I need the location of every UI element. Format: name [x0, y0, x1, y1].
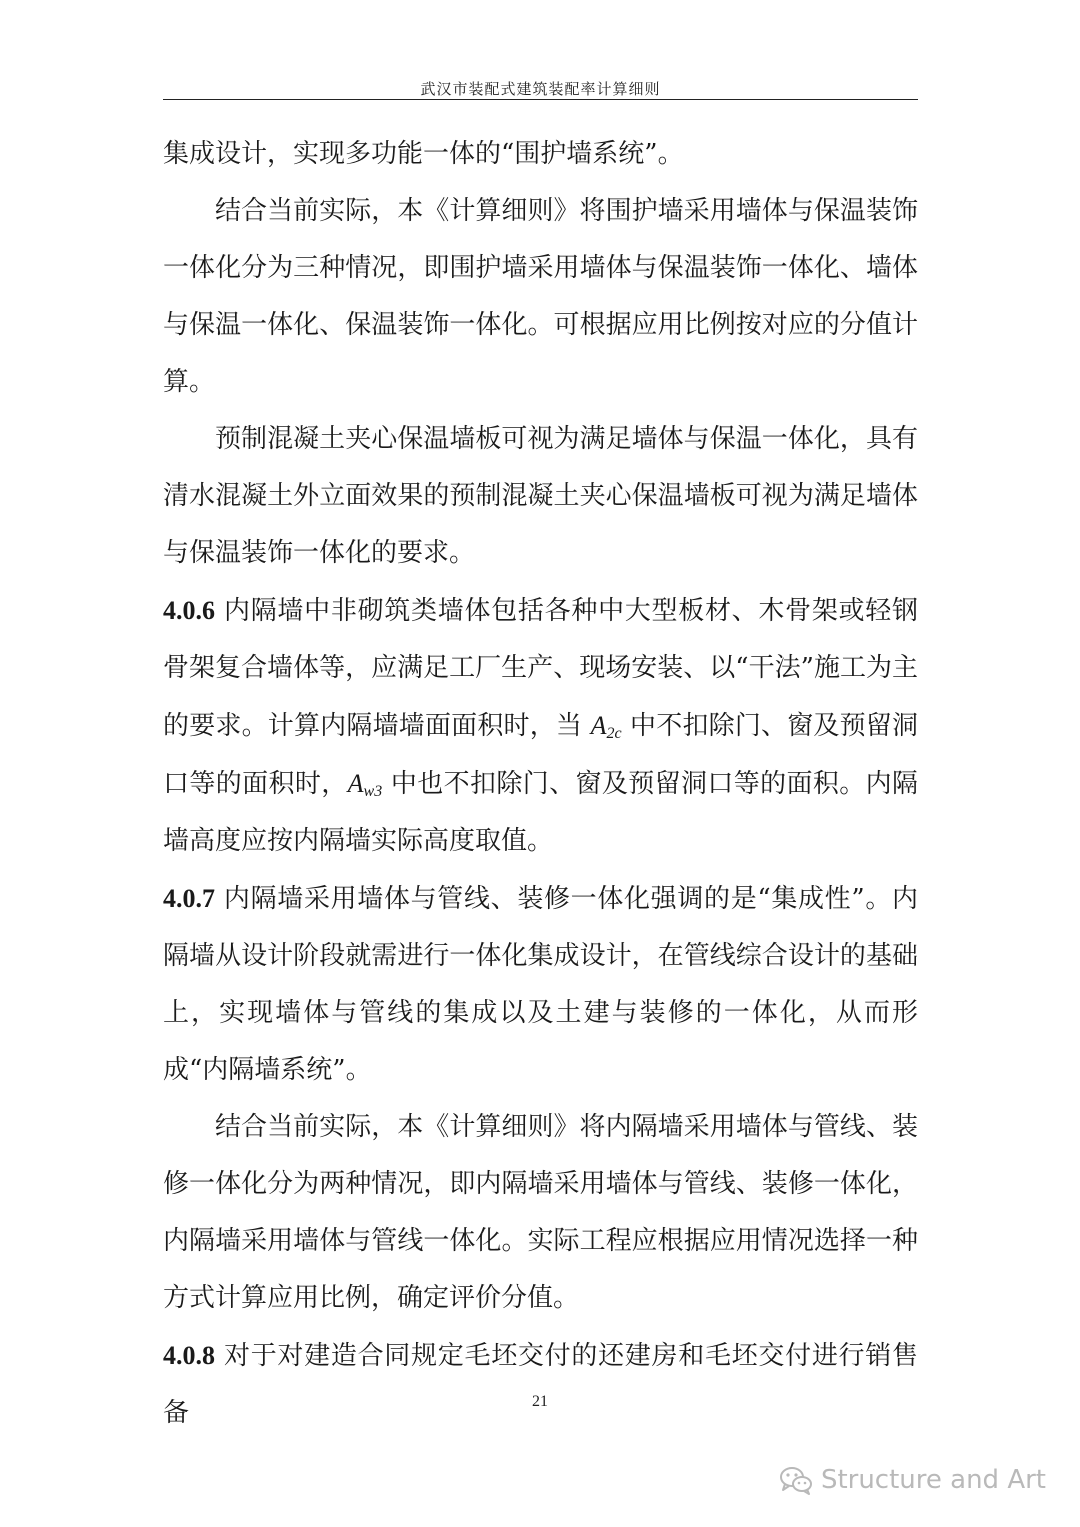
watermark [779, 1465, 1046, 1495]
page-number: 21 [532, 1393, 548, 1410]
header-rule [163, 99, 918, 100]
clause-number: 4.0.8 [163, 1341, 215, 1370]
variable-aw3 [348, 769, 383, 798]
variable-base: A [347, 769, 364, 798]
paragraph-wall-classification: 结合当前实际，本《计算细则》将围护墙采用墙体与保温装饰一体化分为三种情况，即围护墙采用墙体与保温装饰一体化、墙体与保温一体化、保温装饰一体化。可根据应用比例按对应的分值计算。 [163, 196, 918, 397]
clause-text: 内隔墙采用墙体与管线、装修一体化强调的是“集成性”。内隔墙从设计阶段就需进行一体化集成设计，在管线综合设计的基础上，实现墙体与管线的集成以及土建与装修的一体化，从而形成“内隔墙系统”。 [163, 884, 918, 1085]
paragraph-partition-classification: 结合当前实际，本《计算细则》将内隔墙采用墙体与管线、装修一体化分为两种情况，即内隔墙采用墙体与管线、装修一体化，内隔墙采用墙体与管线一体化。实际工程应根据应用情况选择一种方式计算应用比例，确定评价分值。 [163, 1112, 918, 1313]
clause-4-0-7 [163, 870, 918, 1099]
running-header: 武汉市装配式建筑装配率计算细则 [420, 80, 661, 98]
clause-text: 中不扣除门、窗及预留洞口等的面积时， [163, 711, 919, 799]
paragraph-sandwich-panel: 预制混凝土夹心保温墙板可视为满足墙体与保温一体化，具有清水混凝土外立面效果的预制混凝土夹心保温墙板可视为满足墙体与保温装饰一体化的要求。 [163, 424, 918, 568]
clause-number: 4.0.6 [163, 596, 215, 625]
paragraph-continuation: 集成设计，实现多功能一体的“围护墙系统”。 [163, 139, 684, 169]
variable-subscript: 2c [606, 725, 622, 742]
wechat-icon [779, 1465, 813, 1495]
clause-4-0-6 [163, 582, 918, 870]
clause-text: 对于对建造合同规定毛坯交付的还建房和毛坯交付进行销售备 [163, 1341, 918, 1428]
document-body [163, 126, 918, 1442]
clause-number: 4.0.7 [163, 884, 215, 913]
variable-a2c [591, 711, 622, 740]
clause-text: 内隔墙中非砌筑类墙体包括各种中大型板材、木骨架或轻钢骨架复合墙体等，应满足工厂生产、现场安装、以“干法”施工为主的要求。计算内隔墙墙面面积时，当 [163, 596, 918, 741]
watermark-text: Structure and Art [820, 1465, 1046, 1495]
clause-text: 中也不扣除门、窗及预留洞口等的面积。内隔墙高度应按内隔墙实际高度取值。 [163, 769, 918, 856]
clause-4-0-8 [163, 1327, 918, 1442]
variable-base: A [590, 711, 607, 740]
variable-subscript: w3 [363, 783, 383, 800]
